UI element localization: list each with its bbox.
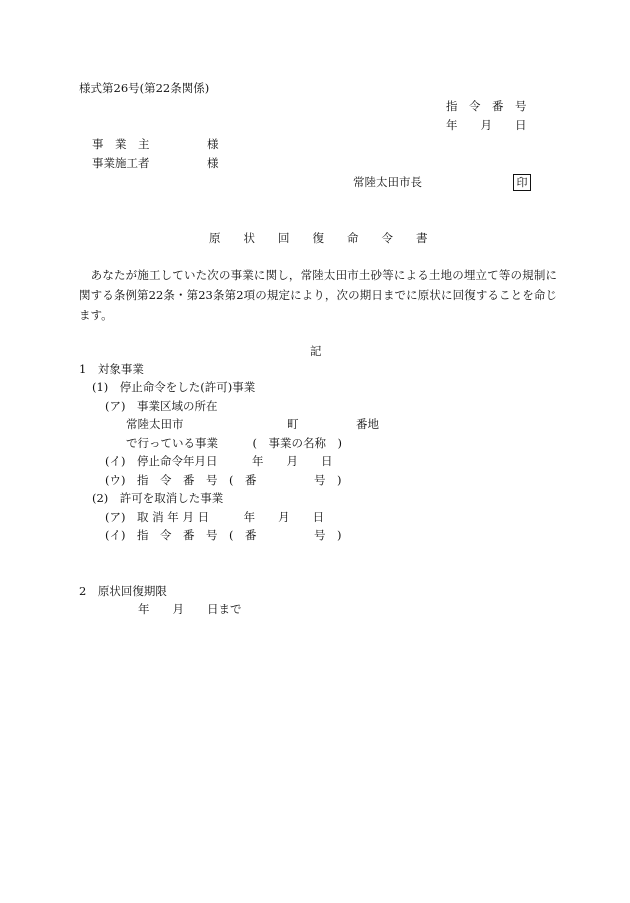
item-1-1-u: (ウ) 指 令 番 号 ( 番 号 ) <box>105 473 342 487</box>
ki-heading: 記 <box>310 344 322 358</box>
form-number: 様式第26号(第22条関係) <box>79 81 210 95</box>
issue-date: 年 月 日 <box>446 118 527 132</box>
item-1-1-a: (ア) 事業区域の所在 <box>105 399 218 413</box>
item-1-1-i: (イ) 停止命令年月日 年 月 日 <box>105 454 333 468</box>
body-paragraph: あなたが施工していた次の事業に関し，常陸太田市土砂等による土地の埋立て等の規制に関する条例第22条・第23条第2項の規定により，次の期日までに原状に回復することを命じます。 <box>79 268 557 322</box>
item-1-2-a: (ア) 取 消 年 月 日 年 月 日 <box>105 510 325 524</box>
business-name-line: で行っている事業 ( 事業の名称 ) <box>126 436 342 450</box>
deadline-line: 年 月 日まで <box>138 602 242 616</box>
item-1-2: (2) 許可を取消した事業 <box>92 491 224 505</box>
seal-mark: 印 <box>513 174 531 191</box>
item-1-2-i: (イ) 指 令 番 号 ( 番 号 ) <box>105 528 342 542</box>
directive-number: 指 令 番 号 <box>446 99 527 113</box>
issuer-name: 常陸太田市長 <box>353 175 422 189</box>
addressee-contractor: 事業施工者 様 <box>92 156 219 170</box>
document-title: 原 状 回 復 命 令 書 <box>209 231 428 245</box>
addressee-owner: 事 業 主 様 <box>92 137 219 151</box>
item-1-1: (1) 停止命令をした(許可)事業 <box>92 380 256 394</box>
location-line: 常陸太田市 町 番地 <box>126 417 379 431</box>
section-2-heading: 2 原状回復期限 <box>79 584 167 598</box>
section-1-heading: 1 対象事業 <box>79 362 144 376</box>
